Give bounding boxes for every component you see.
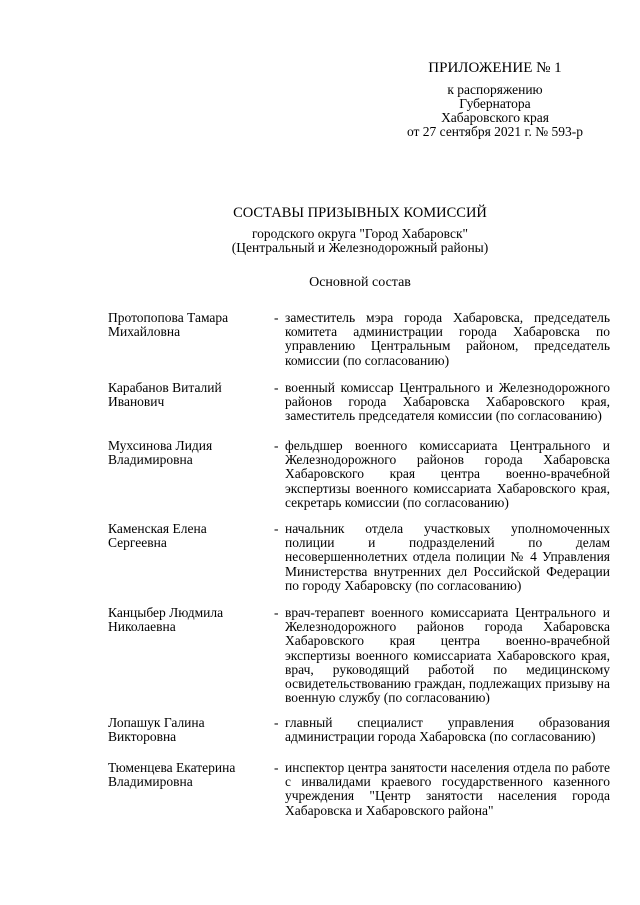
document-title: СОСТАВЫ ПРИЗЫВНЫХ КОМИССИЙ	[233, 205, 487, 221]
dash-separator: -	[274, 438, 279, 453]
member-role: начальник отдела участковых уполномоченных полиции и подразделений по делам несовершеннолетних отдела полиции № 4 Управления Министерства внутренних дел Российской Федерации по городу Хабаровску (по согласованию)	[285, 521, 610, 593]
member-name: Протопопова Тамара Михайловна	[108, 310, 229, 339]
document-subtitle: (Центральный и Железнодорожный районы)	[231, 240, 489, 255]
member-name: Каменская Елена Сергеевна	[108, 521, 207, 550]
dash-separator: -	[274, 715, 279, 730]
dash-separator: -	[274, 310, 279, 325]
appendix-title: ПРИЛОЖЕНИЕ № 1	[428, 60, 562, 76]
member-role: военный комиссар Центрального и Железнодорожного районов города Хабаровска Хабаровского края, заместитель председателя комиссии (по согласованию)	[285, 380, 610, 424]
appendix-line: Хабаровского края	[441, 110, 549, 125]
member-name: Тюменцева Екатерина Владимировна	[108, 760, 236, 789]
member-name: Карабанов Виталий Иванович	[108, 380, 222, 409]
member-name: Мухсинова Лидия Владимировна	[108, 438, 213, 467]
dash-separator: -	[274, 760, 279, 775]
member-role: заместитель мэра города Хабаровска, председатель комитета администрации города Хабаровска по управлению Центральным районом, председатель комиссии (по согласованию)	[285, 310, 610, 368]
document-subtitle: городского округа "Город Хабаровск"	[251, 226, 469, 241]
appendix-line: к распоряжению	[447, 82, 543, 97]
dash-separator: -	[274, 521, 279, 536]
member-role: фельдшер военного комиссариата Центрального и Железнодорожного районов города Хабаровска Хабаровского края центра военно-врачебной экспертизы военного комиссариата Хабаровского края, секретарь комиссии (по согласованию)	[285, 438, 610, 510]
member-role: врач-терапевт военного комиссариата Центрального и Железнодорожного районов города Хабаровска Хабаровского края центра военно-врачебной экспертизы военного комиссариата Хабаровского края, врач, руководящий работой по медицинскому освидетельствованию граждан, подлежащих призыву на военную службу (по согласованию)	[285, 605, 610, 706]
member-name: Лопашук Галина Викторовна	[108, 715, 205, 744]
member-role: главный специалист управления образования администрации города Хабаровска (по согласованию)	[285, 715, 610, 745]
appendix-line: от 27 сентября 2021 г. № 593-р	[406, 124, 584, 139]
dash-separator: -	[274, 605, 279, 620]
section-title: Основной состав	[309, 275, 411, 290]
member-role: инспектор центра занятости населения отдела по работе с инвалидами краевого государственного казенного учреждения "Центр занятости населения города Хабаровска и Хабаровского района"	[285, 760, 610, 818]
appendix-line: Губернатора	[459, 96, 531, 111]
dash-separator: -	[274, 380, 279, 395]
member-name: Канцыбер Людмила Николаевна	[108, 605, 224, 634]
